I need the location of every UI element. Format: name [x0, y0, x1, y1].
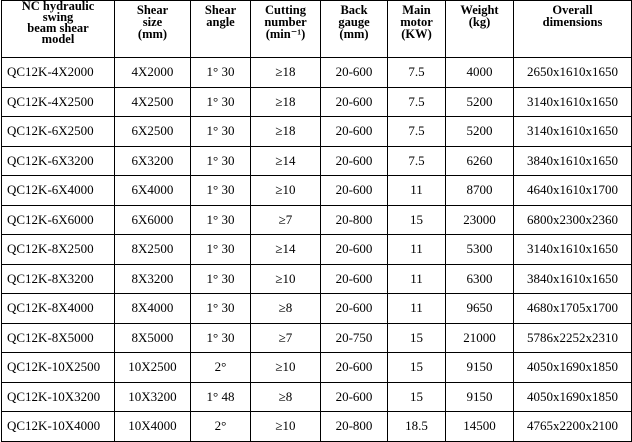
table-row	[2, 87, 632, 117]
cell-weight: 23000	[446, 205, 514, 235]
cell-shear-angle: 1° 30	[191, 117, 251, 147]
cell-model: QC12K-10X3200	[2, 382, 115, 412]
cell-weight: 5300	[446, 235, 514, 265]
header-line: Shear	[204, 3, 237, 17]
cell-model: QC12K-10X2500	[2, 353, 115, 383]
header-line: gauge	[338, 15, 370, 29]
cell-weight: 9150	[446, 382, 514, 412]
cell-back-gauge: 20-600	[321, 235, 388, 265]
cell-cutting-number: ≥14	[251, 235, 321, 265]
cell-cutting-number: ≥10	[251, 264, 321, 294]
header-shear-size	[115, 1, 191, 58]
cell-main-motor: 11	[388, 176, 446, 206]
header-line: Shear	[136, 3, 169, 17]
cell-shear-size: 8X5000	[115, 323, 191, 353]
cell-shear-size: 8X4000	[115, 294, 191, 324]
cell-back-gauge: 20-800	[321, 412, 388, 442]
cell-shear-angle: 1° 30	[191, 58, 251, 88]
cell-model: QC12K-8X2500	[2, 235, 115, 265]
cell-main-motor: 18.5	[388, 412, 446, 442]
cell-shear-angle: 2°	[191, 412, 251, 442]
cell-model: QC12K-10X4000	[2, 412, 115, 442]
cell-weight: 5200	[446, 87, 514, 117]
cell-overall-dimensions: 4765x2200x2100	[514, 412, 632, 442]
cell-weight: 5200	[446, 117, 514, 147]
header-line: (min⁻¹)	[265, 27, 306, 41]
cell-cutting-number: ≥10	[251, 353, 321, 383]
cell-back-gauge: 20-600	[321, 353, 388, 383]
table-row	[2, 205, 632, 235]
cell-shear-angle: 1° 30	[191, 264, 251, 294]
cell-shear-size: 10X3200	[115, 382, 191, 412]
header-line: (kg)	[468, 15, 491, 29]
table-row	[2, 117, 632, 147]
cell-shear-size: 6X2500	[115, 117, 191, 147]
cell-back-gauge: 20-600	[321, 87, 388, 117]
cell-back-gauge: 20-600	[321, 264, 388, 294]
cell-shear-size: 4X2000	[115, 58, 191, 88]
cell-overall-dimensions: 3840x1610x1650	[514, 146, 632, 176]
header-line: number	[264, 15, 307, 29]
header-main-motor	[388, 1, 446, 58]
cell-model: QC12K-4X2500	[2, 87, 115, 117]
cell-shear-size: 10X2500	[115, 353, 191, 383]
header-line: angle	[206, 15, 235, 29]
header-model	[2, 1, 115, 58]
cell-back-gauge: 20-600	[321, 176, 388, 206]
header-line: NC hydraulic	[21, 0, 95, 13]
cell-cutting-number: ≥8	[251, 382, 321, 412]
cell-overall-dimensions: 3140x1610x1650	[514, 117, 632, 147]
cell-main-motor: 15	[388, 323, 446, 353]
header-line: (mm)	[339, 27, 369, 41]
cell-back-gauge: 20-600	[321, 58, 388, 88]
cell-overall-dimensions: 4050x1690x1850	[514, 353, 632, 383]
cell-shear-angle: 1° 30	[191, 323, 251, 353]
table-row	[2, 412, 632, 442]
cell-cutting-number: ≥18	[251, 87, 321, 117]
cell-weight: 4000	[446, 58, 514, 88]
cell-back-gauge: 20-750	[321, 323, 388, 353]
header-cutting-number	[251, 1, 321, 58]
header-line: dimensions	[542, 15, 603, 29]
cell-overall-dimensions: 2650x1610x1650	[514, 58, 632, 88]
cell-cutting-number: ≥7	[251, 323, 321, 353]
cell-shear-angle: 1° 30	[191, 146, 251, 176]
cell-back-gauge: 20-600	[321, 117, 388, 147]
cell-shear-size: 8X3200	[115, 264, 191, 294]
cell-weight: 9150	[446, 353, 514, 383]
header-line: model	[41, 32, 75, 46]
cell-back-gauge: 20-600	[321, 146, 388, 176]
cell-weight: 6260	[446, 146, 514, 176]
cell-model: QC12K-8X4000	[2, 294, 115, 324]
cell-model: QC12K-6X6000	[2, 205, 115, 235]
cell-main-motor: 11	[388, 294, 446, 324]
cell-shear-angle: 1° 30	[191, 294, 251, 324]
cell-cutting-number: ≥18	[251, 117, 321, 147]
table-row	[2, 235, 632, 265]
cell-model: QC12K-6X3200	[2, 146, 115, 176]
header-line: beam shear	[27, 21, 89, 35]
cell-model: QC12K-6X4000	[2, 176, 115, 206]
cell-main-motor: 7.5	[388, 58, 446, 88]
cell-main-motor: 7.5	[388, 146, 446, 176]
cell-main-motor: 15	[388, 382, 446, 412]
cell-shear-size: 10X4000	[115, 412, 191, 442]
cell-cutting-number: ≥10	[251, 412, 321, 442]
cell-shear-angle: 1° 30	[191, 205, 251, 235]
cell-back-gauge: 20-600	[321, 382, 388, 412]
header-line: motor	[400, 15, 433, 29]
cell-weight: 8700	[446, 176, 514, 206]
cell-main-motor: 11	[388, 264, 446, 294]
cell-overall-dimensions: 6800x2300x2360	[514, 205, 632, 235]
cell-cutting-number: ≥10	[251, 176, 321, 206]
table-row	[2, 58, 632, 88]
header-shear-angle	[191, 1, 251, 58]
cell-weight: 6300	[446, 264, 514, 294]
table-row	[2, 382, 632, 412]
cell-shear-angle: 1° 30	[191, 235, 251, 265]
cell-shear-angle: 2°	[191, 353, 251, 383]
cell-cutting-number: ≥8	[251, 294, 321, 324]
cell-main-motor: 11	[388, 235, 446, 265]
table-row	[2, 294, 632, 324]
cell-cutting-number: ≥18	[251, 58, 321, 88]
header-row	[2, 1, 632, 58]
table-row	[2, 353, 632, 383]
cell-overall-dimensions: 3140x1610x1650	[514, 235, 632, 265]
cell-main-motor: 15	[388, 205, 446, 235]
header-line: (mm)	[137, 27, 168, 41]
cell-model: QC12K-8X5000	[2, 323, 115, 353]
cell-shear-size: 6X3200	[115, 146, 191, 176]
header-line: swing	[42, 10, 74, 24]
cell-weight: 14500	[446, 412, 514, 442]
cell-model: QC12K-6X2500	[2, 117, 115, 147]
cell-shear-angle: 1° 48	[191, 382, 251, 412]
table-body	[2, 58, 632, 442]
cell-overall-dimensions: 4680x1705x1700	[514, 294, 632, 324]
cell-model: QC12K-4X2000	[2, 58, 115, 88]
cell-main-motor: 15	[388, 353, 446, 383]
header-line: Back	[340, 3, 368, 17]
table-row	[2, 323, 632, 353]
cell-back-gauge: 20-600	[321, 294, 388, 324]
cell-cutting-number: ≥7	[251, 205, 321, 235]
spec-table	[1, 0, 632, 442]
cell-shear-angle: 1° 30	[191, 87, 251, 117]
cell-shear-size: 4X2500	[115, 87, 191, 117]
cell-weight: 21000	[446, 323, 514, 353]
cell-shear-size: 6X6000	[115, 205, 191, 235]
cell-main-motor: 7.5	[388, 117, 446, 147]
header-line: Weight	[460, 3, 499, 17]
table-row	[2, 264, 632, 294]
cell-weight: 9650	[446, 294, 514, 324]
cell-overall-dimensions: 3140x1610x1650	[514, 87, 632, 117]
cell-shear-size: 8X2500	[115, 235, 191, 265]
cell-shear-size: 6X4000	[115, 176, 191, 206]
cell-main-motor: 7.5	[388, 87, 446, 117]
cell-shear-angle: 1° 30	[191, 176, 251, 206]
cell-overall-dimensions: 3840x1610x1650	[514, 264, 632, 294]
cell-overall-dimensions: 5786x2252x2310	[514, 323, 632, 353]
header-overall-dimensions	[514, 1, 632, 58]
cell-overall-dimensions: 4640x1610x1700	[514, 176, 632, 206]
header-line: (KW)	[401, 27, 432, 41]
header-back-gauge	[321, 1, 388, 58]
cell-back-gauge: 20-800	[321, 205, 388, 235]
header-line: Overall	[552, 3, 593, 17]
cell-cutting-number: ≥14	[251, 146, 321, 176]
header-line: size	[142, 15, 163, 29]
table-row	[2, 146, 632, 176]
header-line: Cutting	[265, 3, 306, 17]
cell-model: QC12K-8X3200	[2, 264, 115, 294]
table-row	[2, 176, 632, 206]
cell-overall-dimensions: 4050x1690x1850	[514, 382, 632, 412]
header-weight	[446, 1, 514, 58]
header-line: Main	[402, 3, 431, 17]
